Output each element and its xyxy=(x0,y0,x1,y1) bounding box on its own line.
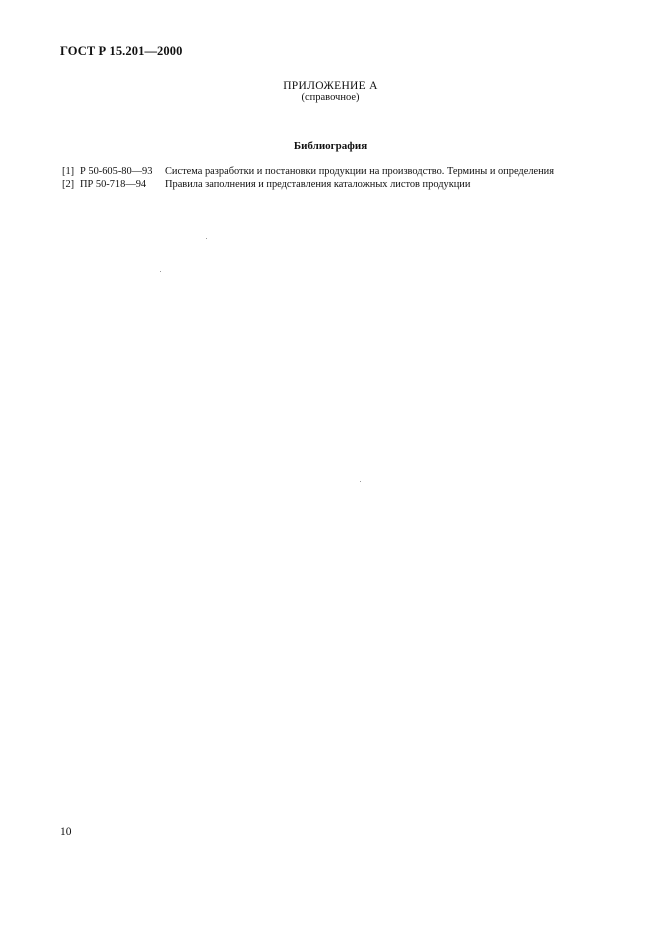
bibliography-list xyxy=(62,165,622,191)
bibliography-entry xyxy=(62,178,622,191)
bibliography-heading: Библиография xyxy=(293,140,368,152)
entry-title: Система разработки и постановки продукции на производство. Термины и определения xyxy=(165,166,555,177)
entry-title: Правила заполнения и представления каталожных листов продукции xyxy=(165,179,471,190)
entry-code: Р 50-605-80—93 xyxy=(80,166,153,177)
scan-speck xyxy=(160,271,161,272)
appendix-heading xyxy=(0,80,661,104)
document-code-header: ГОСТ Р 15.201—2000 xyxy=(60,44,183,58)
bibliography-entry xyxy=(62,165,622,178)
entry-number: [2] xyxy=(62,179,75,190)
scan-speck xyxy=(206,238,207,239)
entry-code: ПР 50-718—94 xyxy=(80,179,147,190)
page-number: 10 xyxy=(60,826,72,838)
appendix-subtitle: (справочное) xyxy=(301,92,360,103)
scan-speck xyxy=(360,481,361,482)
entry-number: [1] xyxy=(62,166,75,177)
appendix-title: ПРИЛОЖЕНИЕ А xyxy=(283,80,378,92)
